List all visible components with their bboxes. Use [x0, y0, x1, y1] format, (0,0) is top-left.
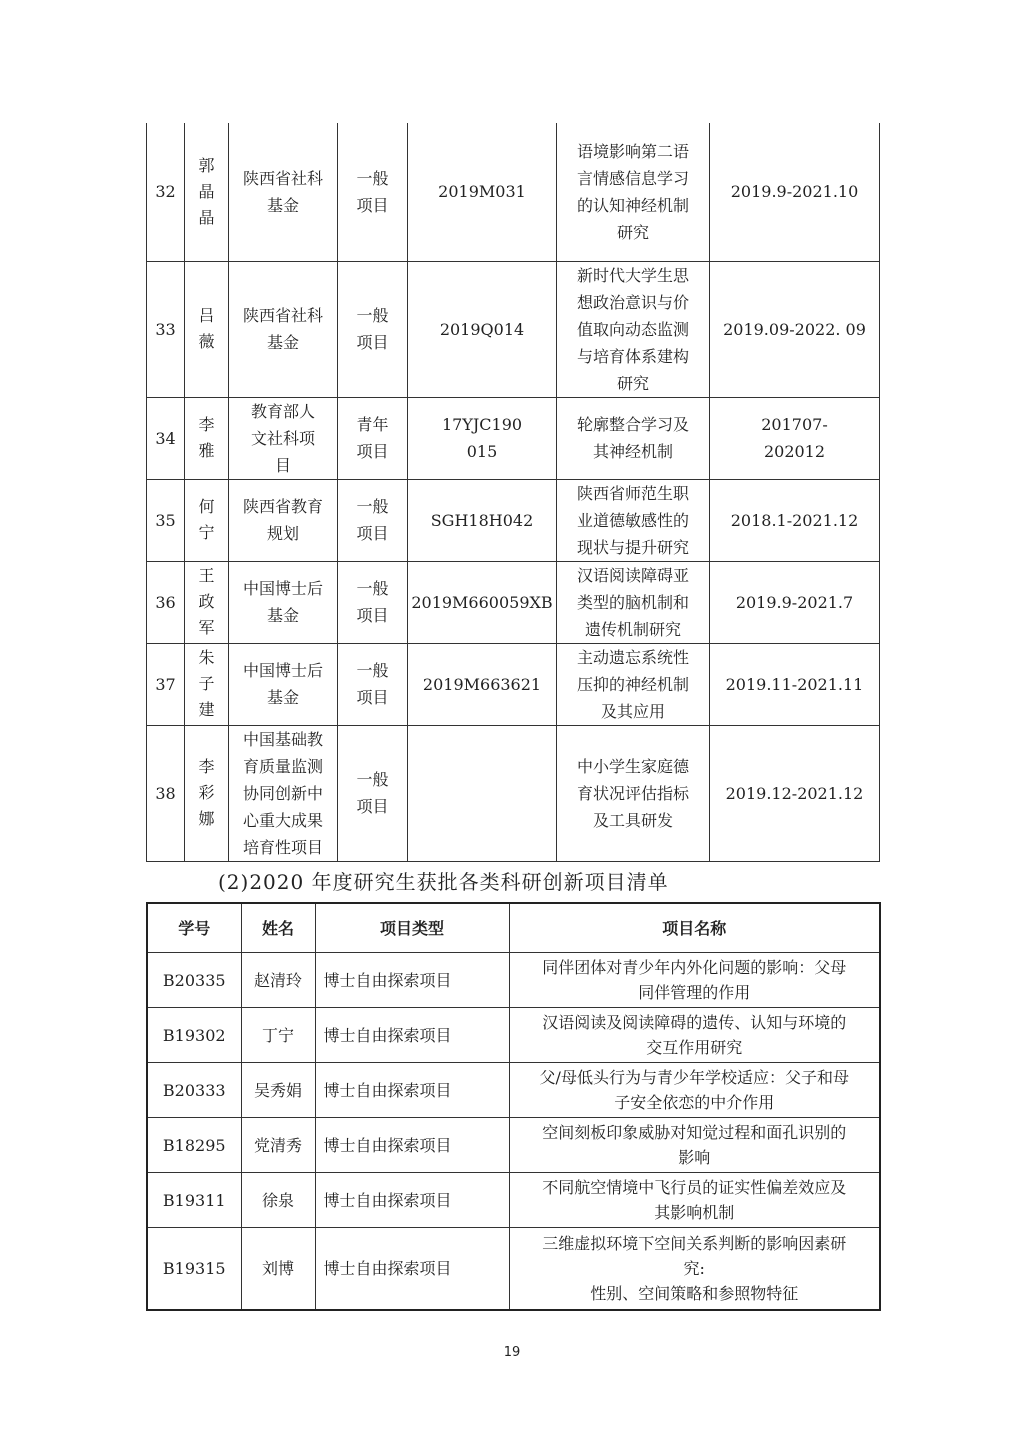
funding-source: 陕西省社科 基金: [229, 261, 338, 397]
researcher-name: 李 雅: [185, 397, 229, 479]
project-type: 博士自由探索项目: [315, 1063, 509, 1118]
table-row: [147, 1008, 880, 1063]
project-title: 空间刻板印象威胁对知觉过程和面孔识别的 影响: [509, 1118, 880, 1173]
row-number: 34: [147, 397, 185, 479]
project-period: 2019.9-2021.10: [710, 123, 880, 261]
student-name: 丁宁: [241, 1008, 315, 1063]
row-number: 37: [147, 643, 185, 725]
project-title: 陕西省师范生职 业道德敏感性的 现状与提升研究: [557, 479, 710, 561]
header-project-title: 项目名称: [509, 903, 880, 953]
project-title: 同伴团体对青少年内外化问题的影响：父母 同伴管理的作用: [509, 953, 880, 1008]
funding-source: 陕西省社科 基金: [229, 123, 338, 261]
table-header-row: [147, 903, 880, 953]
project-period: 2019.12-2021.12: [710, 725, 880, 861]
row-number: 38: [147, 725, 185, 861]
project-title: 主动遗忘系统性 压抑的神经机制 及其应用: [557, 643, 710, 725]
project-type: 一般 项目: [338, 123, 408, 261]
researcher-name: 李 彩 娜: [185, 725, 229, 861]
student-name: 吴秀娟: [241, 1063, 315, 1118]
header-name: 姓名: [241, 903, 315, 953]
project-period: 2019.11-2021.11: [710, 643, 880, 725]
student-name: 赵清玲: [241, 953, 315, 1008]
project-period: 201707- 202012: [710, 397, 880, 479]
project-period: 2019.9-2021.7: [710, 561, 880, 643]
project-title: 语境影响第二语 言情感信息学习 的认知神经机制 研究: [557, 123, 710, 261]
project-title: 汉语阅读及阅读障碍的遗传、认知与环境的 交互作用研究: [509, 1008, 880, 1063]
project-type: 一般 项目: [338, 261, 408, 397]
project-code: 2019M663621: [408, 643, 557, 725]
row-number: 33: [147, 261, 185, 397]
table-row: [147, 953, 880, 1008]
student-id: B19302: [147, 1008, 241, 1063]
project-title: 汉语阅读障碍亚 类型的脑机制和 遗传机制研究: [557, 561, 710, 643]
researcher-name: 王 政 军: [185, 561, 229, 643]
row-number: 32: [147, 123, 185, 261]
researcher-name: 吕 薇: [185, 261, 229, 397]
project-code: 2019Q014: [408, 261, 557, 397]
project-type: 博士自由探索项目: [315, 1228, 509, 1310]
funding-source: 中国基础教 育质量监测 协同创新中 心重大成果 培育性项目: [229, 725, 338, 861]
funding-source: 中国博士后 基金: [229, 643, 338, 725]
project-title: 不同航空情境中飞行员的证实性偏差效应及 其影响机制: [509, 1173, 880, 1228]
table-row: [147, 397, 880, 479]
student-id: B20333: [147, 1063, 241, 1118]
graduate-project-table: [146, 902, 881, 1311]
project-title: 中小学生家庭德 育状况评估指标 及工具研发: [557, 725, 710, 861]
row-number: 35: [147, 479, 185, 561]
project-type: 博士自由探索项目: [315, 1008, 509, 1063]
table-row: [147, 479, 880, 561]
project-period: 2019.09-2022. 09: [710, 261, 880, 397]
funding-source: 教育部人 文社科项 目: [229, 397, 338, 479]
project-type: 青年 项目: [338, 397, 408, 479]
project-type: 博士自由探索项目: [315, 1173, 509, 1228]
header-project-type: 项目类型: [315, 903, 509, 953]
project-code: 2019M031: [408, 123, 557, 261]
student-id: B20335: [147, 953, 241, 1008]
table-row: [147, 261, 880, 397]
student-name: 党清秀: [241, 1118, 315, 1173]
page-number: 19: [503, 1345, 521, 1360]
funding-source: 中国博士后 基金: [229, 561, 338, 643]
project-title: 三维虚拟环境下空间关系判断的影响因素研 究: 性别、空间策略和参照物特征: [509, 1228, 880, 1310]
researcher-name: 何 宁: [185, 479, 229, 561]
row-number: 36: [147, 561, 185, 643]
student-name: 徐泉: [241, 1173, 315, 1228]
project-type: 一般 项目: [338, 561, 408, 643]
project-title: 新时代大学生思 想政治意识与价 值取向动态监测 与培育体系建构 研究: [557, 261, 710, 397]
table-row: [147, 1063, 880, 1118]
student-id: B19315: [147, 1228, 241, 1310]
researcher-name: 朱 子 建: [185, 643, 229, 725]
table-row: [147, 561, 880, 643]
project-period: 2018.1-2021.12: [710, 479, 880, 561]
student-id: B18295: [147, 1118, 241, 1173]
table-row: [147, 123, 880, 261]
project-type: 一般 项目: [338, 479, 408, 561]
project-code: 17YJC190 015: [408, 397, 557, 479]
project-code: [408, 725, 557, 861]
researcher-name: 郭 晶 晶: [185, 123, 229, 261]
project-type: 一般 项目: [338, 643, 408, 725]
table-row: [147, 643, 880, 725]
project-table-continued: [146, 123, 880, 862]
section-title: (2)2020 年度研究生获批各类科研创新项目清单: [218, 870, 669, 894]
table-row: [147, 725, 880, 861]
project-code: SGH18H042: [408, 479, 557, 561]
student-id: B19311: [147, 1173, 241, 1228]
student-name: 刘博: [241, 1228, 315, 1310]
project-type: 博士自由探索项目: [315, 953, 509, 1008]
table-row: [147, 1173, 880, 1228]
project-type: 一般 项目: [338, 725, 408, 861]
table-row: [147, 1118, 880, 1173]
project-code: 2019M660059XB: [408, 561, 557, 643]
project-type: 博士自由探索项目: [315, 1118, 509, 1173]
header-student-id: 学号: [147, 903, 241, 953]
funding-source: 陕西省教育 规划: [229, 479, 338, 561]
project-title: 父/母低头行为与青少年学校适应：父子和母 子安全依恋的中介作用: [509, 1063, 880, 1118]
table-row: [147, 1228, 880, 1310]
project-title: 轮廓整合学习及 其神经机制: [557, 397, 710, 479]
